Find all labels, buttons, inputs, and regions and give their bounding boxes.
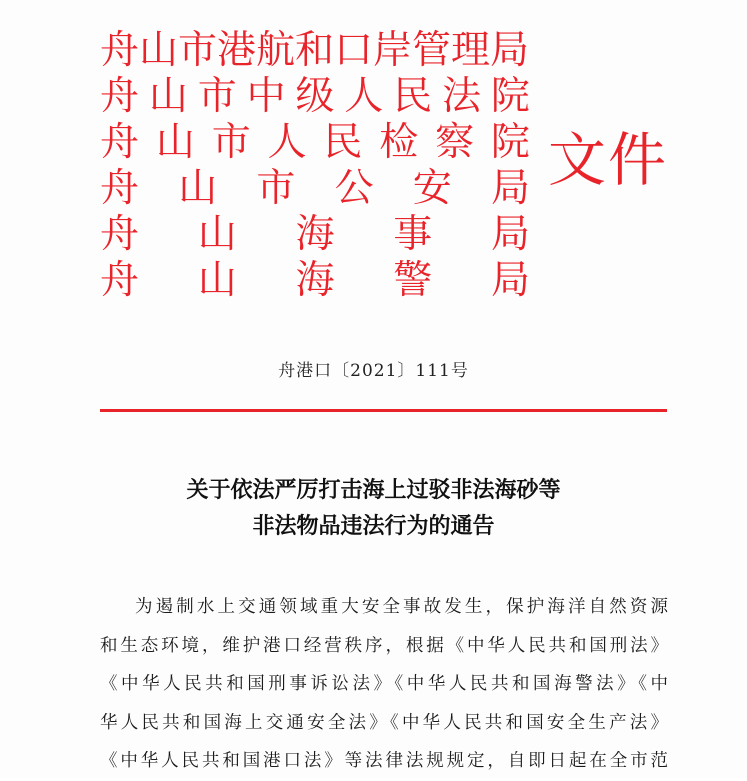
issuer-char: 舟 bbox=[100, 120, 140, 165]
issuer-char: 山 bbox=[178, 166, 218, 211]
issuer-port-navigation-bureau bbox=[100, 28, 530, 74]
issuer-coast-guard-bureau bbox=[100, 258, 530, 304]
issuing-authorities bbox=[100, 28, 530, 304]
issuer-char: 舟 bbox=[100, 166, 140, 211]
issuer-char: 安 bbox=[412, 166, 452, 211]
issuer-char: 察 bbox=[435, 120, 475, 165]
notice-title-line: 关于依法严厉打击海上过驳非法海砂等 bbox=[186, 477, 561, 503]
issuer-char: 山 bbox=[148, 74, 188, 119]
body-line: 华人民共和国海上交通安全法》《中华人民共和国安全生产法》 bbox=[100, 712, 668, 733]
issuer-char: 局 bbox=[490, 258, 530, 303]
issuer-char: 舟 bbox=[100, 258, 140, 303]
notice-title bbox=[0, 472, 747, 544]
document-header-suffix: 文件 bbox=[548, 126, 669, 194]
issuer-char: 市 bbox=[256, 166, 296, 211]
body-line: 《中华人民共和国刑事诉讼法》《中华人民共和国海警法》《中 bbox=[100, 674, 668, 694]
notice-body bbox=[100, 588, 668, 781]
issuer-char: 警 bbox=[393, 258, 433, 303]
issuer-char: 海 bbox=[295, 258, 335, 303]
issuer-maritime-safety-administration bbox=[100, 212, 530, 258]
issuer-char: 海 bbox=[295, 212, 335, 257]
issuer-char: 市 bbox=[197, 74, 237, 119]
issuer-char: 局 bbox=[490, 166, 530, 211]
issuer-char: 人 bbox=[344, 74, 384, 119]
issuer-char: 民 bbox=[393, 74, 433, 119]
issuer-char: 民 bbox=[323, 120, 363, 165]
body-line: 为遏制水上交通领域重大安全事故发生，保护海洋自然资源 bbox=[135, 597, 668, 617]
issuer-intermediate-court bbox=[100, 74, 530, 120]
issuer-char: 山 bbox=[197, 212, 237, 257]
body-line: 《中华人民共和国港口法》等法律法规规定，自即日起在全市范 bbox=[100, 751, 668, 771]
issuer-char: 山 bbox=[155, 120, 195, 165]
issuer-char: 公 bbox=[334, 166, 374, 211]
red-divider-line bbox=[100, 409, 667, 412]
issuer-char: 院 bbox=[490, 120, 530, 165]
issuer-char: 检 bbox=[379, 120, 419, 165]
issuer-char: 法 bbox=[442, 74, 482, 119]
issuer-public-security-bureau bbox=[100, 166, 530, 212]
issuer-char: 事 bbox=[393, 212, 433, 257]
issuer-char: 山 bbox=[197, 258, 237, 303]
issuer-char: 中 bbox=[246, 74, 286, 119]
issuer-char: 市 bbox=[211, 120, 251, 165]
body-line: 和生态环境，维护港口经营秩序，根据《中华人民共和国刑法》 bbox=[100, 635, 668, 656]
notice-title-line: 非法物品违法行为的通告 bbox=[252, 513, 495, 539]
document-number: 舟港口〔2021〕111号 bbox=[278, 361, 469, 381]
issuer-char: 舟 bbox=[100, 212, 140, 257]
issuer-char: 院 bbox=[490, 74, 530, 119]
issuer-char: 级 bbox=[295, 74, 335, 119]
issuer-char: 局 bbox=[490, 212, 530, 257]
issuer-procuratorate bbox=[100, 120, 530, 166]
issuer-char: 舟 bbox=[100, 74, 140, 119]
issuer-char: 人 bbox=[267, 120, 307, 165]
issuer-char: 舟山市港航和口岸管理局 bbox=[100, 28, 530, 73]
